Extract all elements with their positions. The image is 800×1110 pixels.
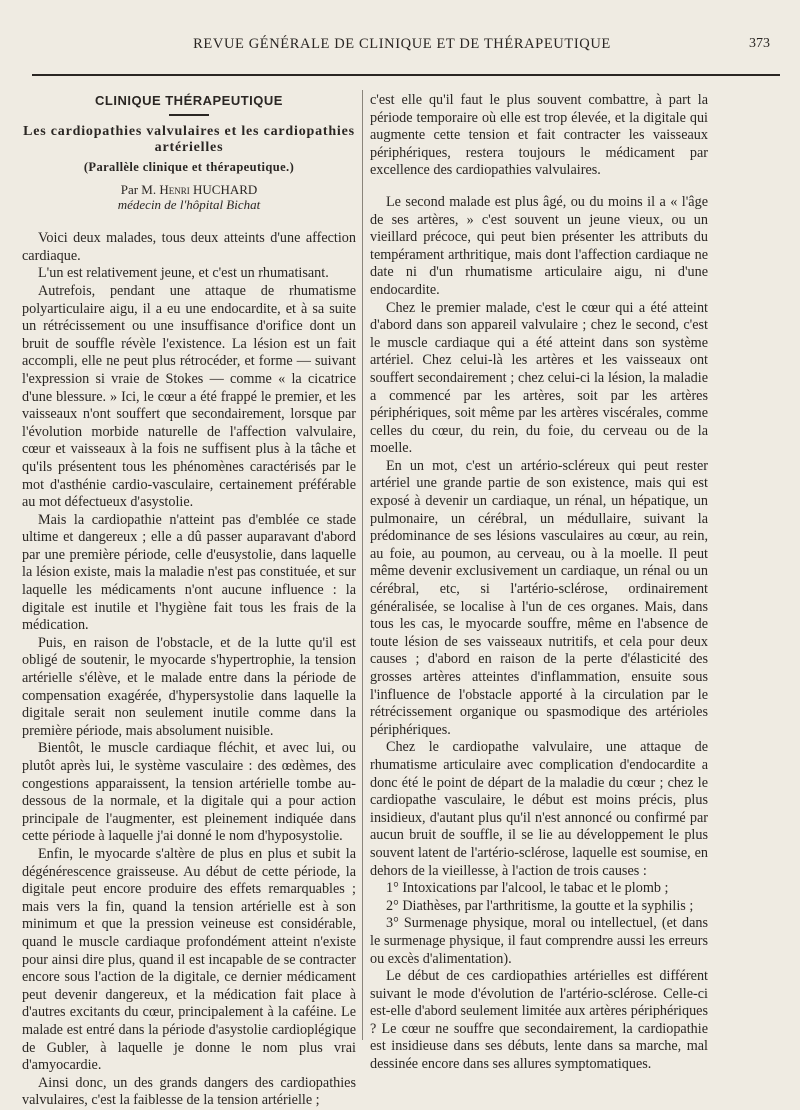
section-rule bbox=[169, 114, 209, 116]
paragraph: Chez le premier malade, c'est le cœur qui a été atteint d'abord dans son appareil valvulaire ; chez le second, c'est le muscle cardiaque qui a été atteint dans son système artériel. Chez celui-là les artères et les vaisseaux ont souffert secondairement ; chez celui-ci la lésion, la maladie a commencé par les artères, soit par les artères périphériques, soit même par les artères viscérales, comme celles du cœur, du rein, du foie, du cerveau ou de la moelle. bbox=[370, 299, 708, 457]
paragraph: Voici deux malades, tous deux atteints d'une affection cardiaque. bbox=[22, 230, 356, 264]
paragraph: Mais la cardiopathie n'atteint pas d'emblée ce stade ultime et dangereux ; elle a dû passer auparavant d'abord par une première période, celle d'eusystolie, dans laquelle la lésion existe, mais la maladie n'est pas constituée, et sur laquelle les médicaments n'ont aucune influence : la digitale est inutile et l'hygiène fait tous les frais de la médication. bbox=[22, 511, 356, 634]
paragraph: Le second malade est plus âgé, ou du moins il a « l'âge de ses artères, » c'est souvent un jeune vieux, ou un vieillard précoce, qui peut bien présenter les attributs du tempérament arthritique, mais dont l'affection cardiaque ne date ni d'un rhumatisme articulaire aigu, ni d'une endocardite. bbox=[370, 193, 708, 298]
left-column bbox=[22, 92, 356, 1109]
paragraph: Puis, en raison de l'obstacle, et de la lutte qu'il est obligé de soutenir, le myocarde s'hypertrophie, la tension artérielle s'élève, et le malade entre dans la période de compensation exagérée, d'hypersystolie dans laquelle la digitale serait non seulement inutile comme dans la première période, mais absolument nuisible. bbox=[22, 634, 356, 739]
paragraph: Ainsi donc, un des grands dangers des cardiopathies valvulaires, c'est la faiblesse de la tension artérielle ; bbox=[22, 1074, 356, 1109]
paragraph: Autrefois, pendant une attaque de rhumatisme polyarticulaire aigu, il a eu une endocardite, et à sa suite un rétrécissement ou une insuffisance d'orifice dont un bruit de souffle révèle l'existence. La lésion est un fait accompli, elle ne peut plus rétrocéder, et forme — suivant l'expression si vraie de Stokes — comme « la cicatrice d'une blessure. » Ici, le cœur a été frappé le premier, et les vaisseaux n'ont souffert que secondairement, lorsque par l'évolution morbide naturelle de l'affection valvulaire, cœur et vaisseaux à la fois ne suffisent plus à la tâche et qu'ils présentent tous les phénomènes caractérisés par le mot d'asthénie cardio-vasculaire, certainement préférable au mot défectueux d'asystolie. bbox=[22, 282, 356, 511]
paragraph: L'un est relativement jeune, et c'est un rhumatisant. bbox=[38, 265, 329, 282]
running-title: REVUE GÉNÉRALE DE CLINIQUE ET DE THÉRAPEUTIQUE bbox=[193, 36, 611, 52]
paragraph: En un mot, c'est un artério-scléreux qui peut rester artériel une grande partie de son existence, mais qui est exposé à devenir un cardiaque, un rénal, un hépatique, un pulmonaire, un cérébral, un médullaire, suivant la prédominance de ses lésions vasculaires au cœur, au rein, au foie, au poumon, au cerveau, ou à la moelle. Il peut même devenir exclusivement un cardiaque, un rénal ou un cérébral, etc, si l'artério-sclérose, ordinairement généralisée, se localise à l'un de ces organes. Mais, dans tous les cas, le myocarde souffre, même en l'absence de toute lésion de ses vaisseaux nutritifs, et cela pour deux causes ; d'abord en raison de la perte d'élasticité des grosses artères atteintes d'inflammation, ensuite sous l'influence de l'obstacle apporté à la circulation par le rétrécissement organique ou spasmodique des artérioles périphériques. bbox=[370, 457, 708, 738]
author-affiliation: médecin de l'hôpital Bichat bbox=[117, 197, 261, 213]
paragraph: Enfin, le myocarde s'altère de plus en plus et subit la dégénérescence graisseuse. Au début de cette période, la digitale peut encore produire des effets remarquables ; mais vers la fin, quand la tension artérielle est à son minimum et que la pression veineuse est considérable, quand le muscle cardiaque profondément atteint n'existe pour ainsi dire plus, quand il est incapable de se contracter encore sous l'action de la digitale, ce dernier médicament peut devenir dangereux, et la médication fait place à d'autres excitants du cœur, principalement à la caféine. Le malade est entré dans la période d'asystolie cardioplégique de Gubler, à laquelle je donne le nom plus vrai d'amyocardie. bbox=[22, 845, 356, 1074]
paragraph: Chez le cardiopathe valvulaire, une attaque de rhumatisme articulaire avec complication d'endocardite a donc été le point de départ de la maladie du cœur ; chez le cardiopathe vasculaire, le début est moins précis, plus insidieux, d'autant plus qu'il n'est annoncé ou confirmé par aucun bruit de souffle, il se lie au développement le plus souvent latent de l'artério-sclérose, laquelle est soumise, en dehors de la vieillesse, à l'action de trois causes : bbox=[370, 739, 708, 879]
author-name: Henri HUCHARD bbox=[159, 182, 258, 198]
section-title: CLINIQUE THÉRAPEUTIQUE bbox=[95, 93, 283, 108]
paragraph: 1° Intoxications par l'alcool, le tabac et le plomb ; bbox=[386, 880, 669, 897]
paragraph-gap bbox=[370, 180, 708, 194]
page-number: 373 bbox=[749, 36, 770, 51]
paragraph: 2° Diathèses, par l'arthritisme, la goutte et la syphilis ; bbox=[386, 897, 694, 914]
paragraph: 3° Surmenage physique, moral ou intellectuel, (et dans le surmenage physique, il faut comprendre aussi les erreurs ou excès d'alimentation). bbox=[370, 915, 708, 967]
article-title: Les cardiopathies valvulaires et les cardiopathies artérielles bbox=[23, 123, 355, 155]
column-divider bbox=[362, 90, 363, 1040]
paragraph: Le début de ces cardiopathies artérielles est différent suivant le mode d'évolution de l'artério-sclérose. Celle-ci est-elle d'abord seulement limitée aux artères périphériques ? Le cœur ne souffre que secondairement, la cardiopathie est insidieuse dans ses débuts, lente dans sa marche, mal dessinée encore dans ses allures symptomatiques. bbox=[370, 968, 708, 1073]
paragraph: c'est elle qu'il faut le plus souvent combattre, à part la période temporaire où elle est trop élevée, et la digitale qui augmente cette tension et fait contracter les vaisseaux périphériques, restera toujours le médicament par excellence des cardiopathies valvulaires. bbox=[370, 92, 708, 179]
header-rule bbox=[32, 74, 780, 76]
author-line bbox=[22, 182, 356, 197]
article-subtitle: (Parallèle clinique et thérapeutique.) bbox=[83, 159, 295, 174]
author-prefix: Par M. bbox=[120, 182, 157, 198]
paragraph: Bientôt, le muscle cardiaque fléchit, et avec lui, ou plutôt après lui, le système vasculaire : des œdèmes, des congestions apparaissent, la tension artérielle tombe au-dessous de la normale, et la digitale qui a pour action principale de l'augmenter, est pleinement indiquée dans cette période à laquelle j'ai donné le nom d'hyposystolie. bbox=[22, 740, 356, 845]
right-column bbox=[370, 92, 708, 1073]
running-header bbox=[32, 36, 772, 58]
